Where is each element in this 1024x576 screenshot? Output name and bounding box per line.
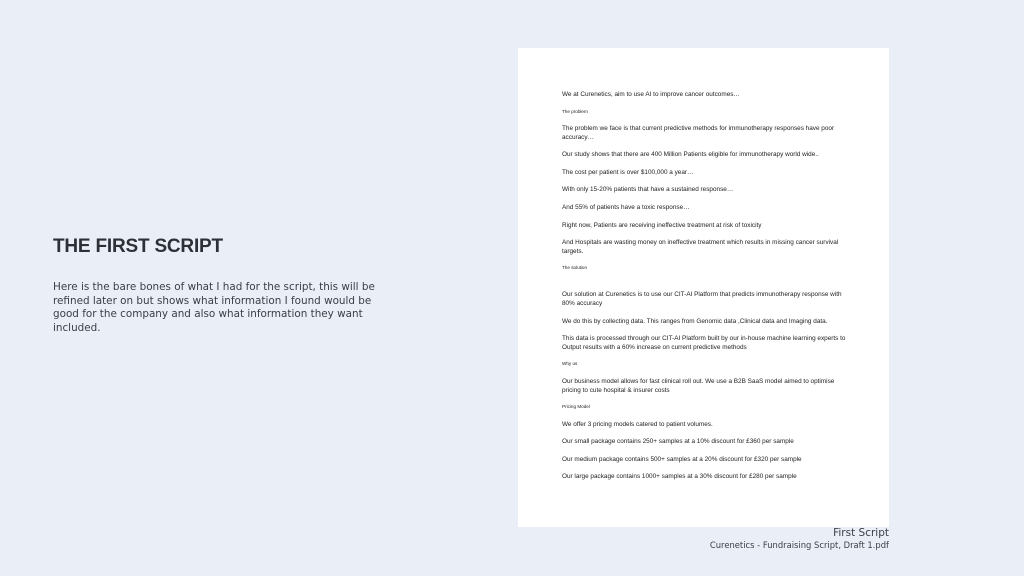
document-paragraph: We do this by collecting data. This ranges from Genomic data ,Clinical data and Imaging data. [562,317,828,325]
document-section-heading: Why us [562,361,578,367]
slide-description: Here is the bare bones of what I had for the script, this will be refined later on but shows what information I found would be good for the company and also what information they want included. [53,281,375,334]
document-paragraph: With only 15-20% patients that have a sustained response… [562,186,734,194]
document-paragraph: This data is processed through our CIT-AI Platform built by our in-house machine learning experts to Output results with a 60% increase on current predictive methods [562,335,846,351]
document-paragraph: The cost per patient is over $100,000 a year… [562,168,694,176]
document-paragraph: Our small package contains 250+ samples at a 10% discount for £360 per sample [562,438,794,446]
document-paragraph: Our solution at Curenetics is to use our CIT-AI Platform that predicts immunotherapy response with 80% accuracy [562,291,842,308]
document-paragraph: And 55% of patients have a toxic response… [562,204,690,212]
document-paragraph: And Hospitals are wasting money on ineffective treatment which results in missing cancer survival targets. [562,239,839,255]
document-paragraph: We offer 3 pricing models catered to patient volumes. [562,420,713,428]
document-section-heading: The solution [562,265,588,271]
slide-title: THE FIRST SCRIPT [53,236,223,257]
document-paragraph: Our business model allows for fast clinical roll out. We use a B2B SaaS model aimed to optimise pricing to cute hospital & insurer costs [562,377,835,394]
document-paragraph: The problem we face is that current predictive methods for immunotherapy responses have poor accuracy… [562,125,835,141]
document-section-heading: The problem [562,108,588,114]
document-content [562,91,847,491]
document-paragraph: Our large package contains 1000+ samples at a 30% discount for £280 per sample [562,473,797,481]
document-caption-title: First Script [833,527,889,539]
document-paragraph: We at Curenetics, aim to use AI to improve cancer outcomes… [562,91,740,98]
document-section-heading: Pricing Model [562,404,590,410]
document-paragraph: Right now, Patients are receiving ineffective treatment at risk of toxicity [562,221,762,229]
document-paragraph: Our study shows that there are 400 Million Patients eligible for immunotherapy world wide.. [562,151,819,159]
document-preview[interactable] [518,48,889,527]
document-paragraph: Our medium package contains 500+ samples at a 20% discount for £320 per sample [562,455,802,463]
document-filename[interactable]: Curenetics - Fundraising Script, Draft 1.pdf [709,540,889,550]
